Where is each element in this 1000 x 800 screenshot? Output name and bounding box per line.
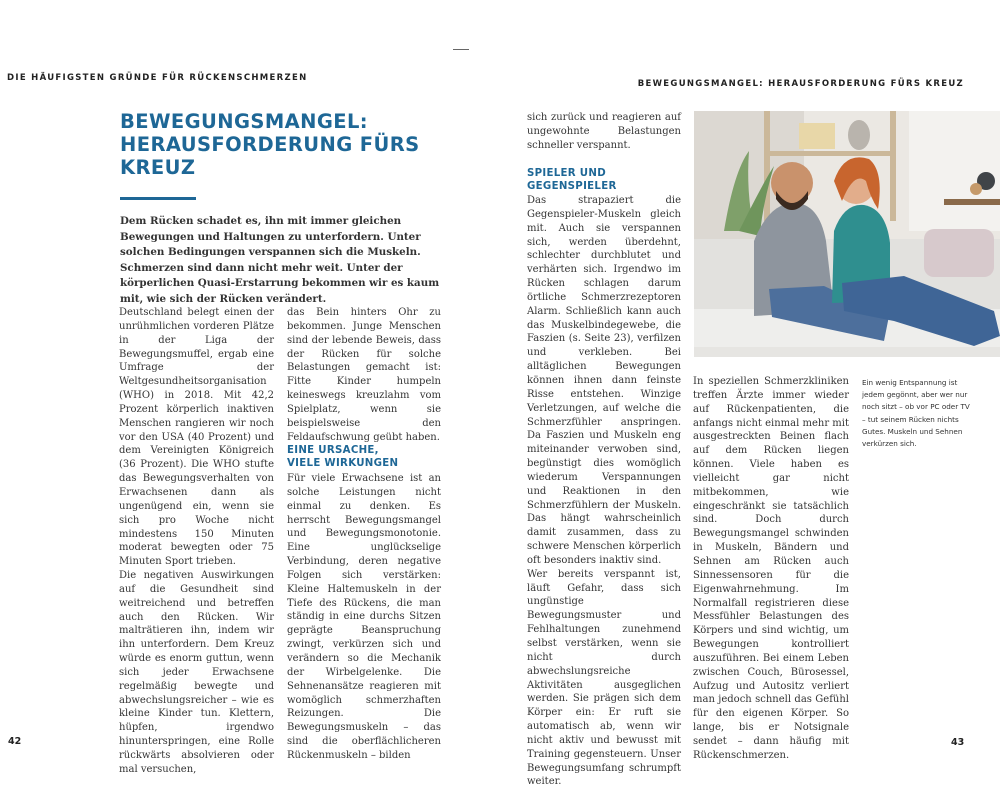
page-number-right: 43: [951, 737, 965, 748]
subheading-line: VIELE WIRKUNGEN: [287, 458, 399, 469]
paragraph: Deutschland belegt einen der unrühmlichen vorderen Plätze in der Liga der Bewegungsmuffel, ergab eine Umfrage der Weltgesundheitsorganisation (WHO) in 2018. Mit 42,2 Prozent körperlich inaktiven Menschen rangieren wir noch vor den USA (40 Prozent) und dem Vereinigten Königreich (36 Prozent). Die WHO stufte das Bewegungsverhalten von Erwachsenen dann als ungenügend ein, wenn sie sich pro Woche nicht mindestens 150 Minuten moderat bewegten oder 75 Minuten Sport trieben.: [119, 307, 274, 568]
text-column-4: [693, 375, 849, 763]
paragraph: Für viele Erwachsene ist an solche Leistungen nicht einmal zu denken. Es herrscht Bewegungsmangel und Bewegungsmonotonie. Eine unglückselige Verbindung, deren negative Folgen sich verstärken: Kleine Haltemuskeln in der Tiefe des Rückens, die man ständig in eine durchs Sitzen geprägte Beanspruchung zwingt, verkürzen sich und verändern so die Mechanik der Wirbelgelenke. Die Sehnenansätze reagieren mit womöglich schmerzhaften Reizungen. Die Bewegungsmuskeln – das sind die oberflächlicheren Rückenmuskeln – bilden: [287, 473, 441, 761]
text-column-3-continued: [527, 194, 681, 789]
paragraph: Wer bereits verspannt ist, läuft Gefahr, dass sich ungünstige Bewegungsmuster und Fehlhaltungen zunehmend selbst verstärken, wenn sie nicht durch abwechslungsreiche Aktivitäten ausgeglichen werden. Sie prägen sich dem Körper ein: Er ruft sie automatisch ab, wenn wir nicht aktiv und bewusst mit Training gegensteuern. Unser Bewegungsumfang schrumpft weiter.: [527, 568, 681, 788]
subheading-line: EINE URSACHE,: [287, 445, 379, 456]
photo-illustration: [694, 111, 1000, 357]
text-column-2-continued: [287, 472, 441, 763]
paragraph: In speziellen Schmerzkliniken treffen Ärzte immer wieder auf Rückenpatienten, die anfangs nicht einmal mehr mit ausgestreckten Beinen flach auf dem Rücken liegen können. Viele haben es vielleicht gar nicht mitbekommen, wie eingeschränkt sie tatsächlich sind. Doch durch Bewegungsmangel schwinden in Muskeln, Bändern und Sehnen am Rücken auch Sinnessensoren für die Eigenwahrnehmung. Im Normalfall registrieren diese Messfühler Belastungen des Körpers und sind wichtig, um Bewegungen kontrolliert auszuführen. Bei einem Leben zwischen Couch, Bürosessel, Aufzug und Autositz verliert man jedoch schnell das Gefühl für den eigenen Körper. So lange, bis er Notsignale sendet – dann häufig mit Rückenschmerzen.: [693, 376, 849, 761]
page-number-left: 42: [8, 736, 22, 747]
paragraph: sich zurück und reagieren auf ungewohnte Belastungen schneller verspannt.: [527, 112, 681, 151]
running-head-left: DIE HÄUFIGSTEN GRÜNDE FÜR RÜCKENSCHMERZEN: [7, 73, 308, 83]
text-column-2: [287, 306, 441, 444]
article-lead: Dem Rücken schadet es, ihn mit immer gleichen Bewegungen und Haltungen zu unterfordern. Unter solchen Bedingungen verspannen sich die Muskeln. Schmerzen sind dann nicht mehr weit. Unter der körperlichen Quasi-Erstarrung bekommen wir es kaum mit, wie sich der Rücken verändert.: [120, 215, 440, 305]
subheading-eine-ursache: [287, 444, 441, 470]
photo-caption: Ein wenig Entspannung ist jedem gegönnt, aber wer nur noch sitzt – ob vor PC oder TV – tut seinem Rücken nichts Gutes. Muskeln und Sehnen verkürzen sich.: [862, 378, 970, 449]
subheading-line: SPIELER UND: [527, 168, 606, 179]
running-head-right: BEWEGUNGSMANGEL: HERAUSFORDERUNG FÜRS KREUZ: [637, 79, 964, 89]
title-underline: [120, 197, 196, 200]
article-title: BEWEGUNGSMANGEL: HERAUSFORDERUNG FÜRS KREUZ: [120, 110, 420, 179]
paragraph: Die negativen Auswirkungen auf die Gesundheit sind weitreichend und betreffen auch den Rücken. Wir malträtieren ihn, indem wir ihn unterfordern. Dem Kreuz würde es enorm guttun, wenn sich jeder Erwachsene regelmäßig bewegte und abwechslungsreicher – wie es kleine Kinder tun. Klettern, hüpfen, irgendwo hinunterspringen, eine Rolle rückwärts absolvieren oder mal versuchen,: [119, 570, 274, 775]
paragraph: das Bein hinters Ohr zu bekommen. Junge Menschen sind der lebende Beweis, dass der Rücken für solche Belastungen gemacht ist: Fitte Kinder humpeln keineswegs kreuzlahm vom Spielplatz, wenn sie beispielsweise den Feldaufschwung geübt haben.: [287, 307, 441, 443]
couple-on-sofa-photo: [694, 111, 1000, 357]
subheading-line: GEGENSPIELER: [527, 181, 617, 192]
text-column-3: [527, 111, 681, 153]
page-separator-mark: [453, 49, 469, 50]
subheading-spieler: [527, 167, 681, 193]
text-column-1: [119, 306, 274, 777]
paragraph: Das strapaziert die Gegenspieler-Muskeln gleich mit. Auch sie verspannen sich, werden überdehnt, schlechter durchblutet und verhärten sich. Irgendwo im Rücken schlagen darum örtliche Schmerzrezeptoren Alarm. Schließlich kann auch das Muskelbindegewebe, die Faszien (s. Seite 23), verfilzen und verkleben. Bei alltäglichen Bewegungen können ihnen dann feinste Risse entstehen. Winzige Verletzungen, auf welche die Schmerzfühler anspringen. Da Faszien und Muskeln eng miteinander verwoben sind, begünstigt dies womöglich wiederum Verspannungen und Reaktionen in den Schmerzfühlern der Muskeln. Das hängt wahrscheinlich damit zusammen, dass zu schwere Menschen körperlich oft besonders inaktiv sind.: [527, 195, 681, 566]
